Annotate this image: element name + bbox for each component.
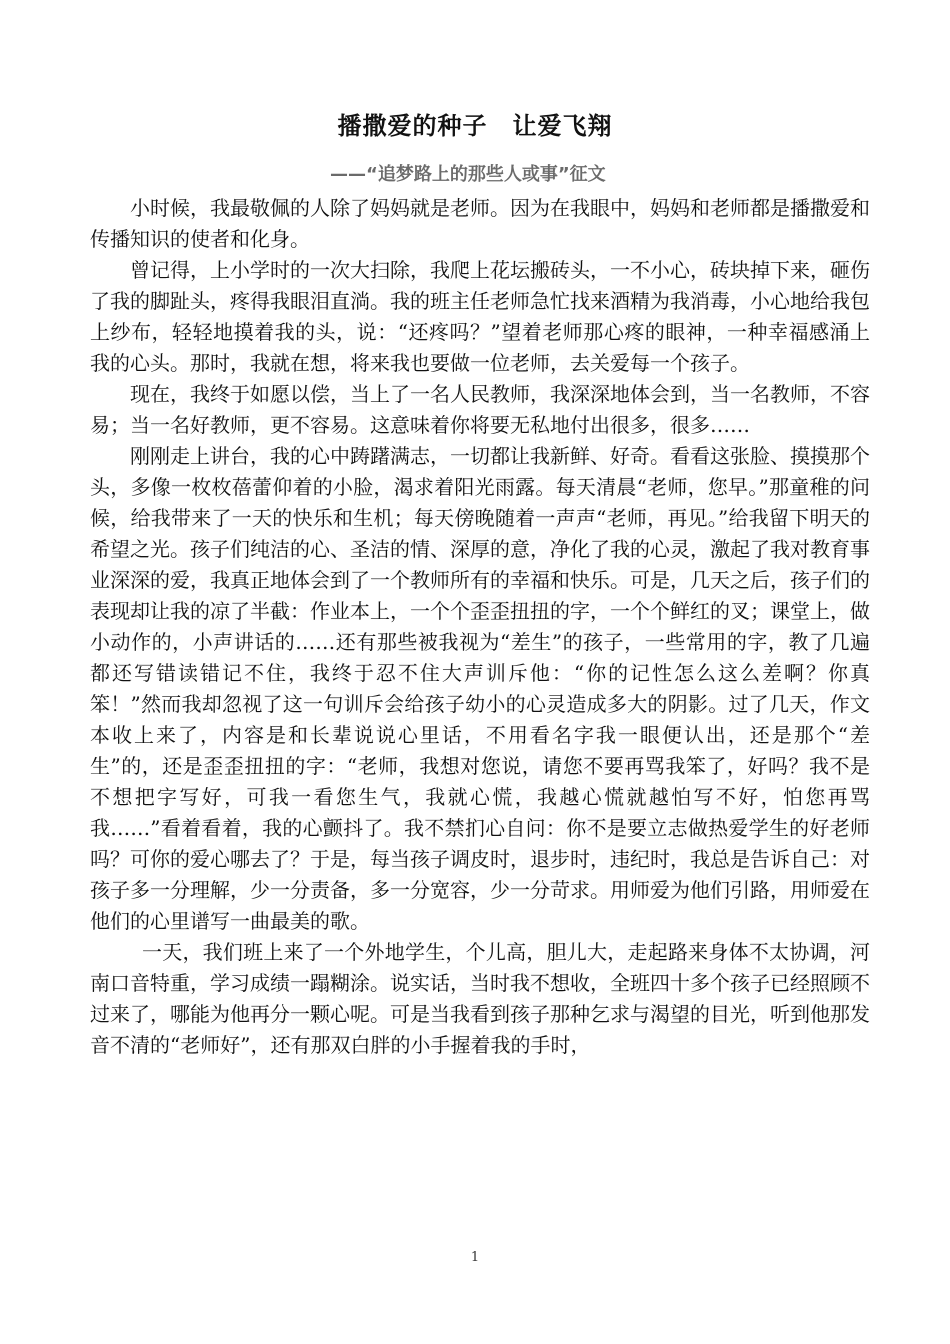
document-title: 播撒爱的种子 让爱飞翔 [337,112,613,140]
paragraph-first-days: 刚刚走上讲台，我的心中踌躇满志，一切都让我新鲜、好奇。看看这张脸、摸摸那个头，多像一枚枚蓓蕾仰着的小脸，渴求着阳光雨露。每天清晨“老师，您早。”那童稚的问候，给我带来了一天的快乐和生机；每天傍晚随着一声声“老师，再见。”给我留下明天的希望之光。孩子们纯洁的心、圣洁的情、深厚的意，净化了我的心灵，激起了我对教育事业深深的爱，我真正地体会到了一个教师所有的幸福和快乐。可是，几天之后，孩子们的表现却让我的凉了半截：作业本上，一个个歪歪扭扭的字，一个个鲜红的叉；课堂上，做小动作的，小声讲话的……还有那些被我视为“差生”的孩子，一些常用的字，教了几遍都还写错读错记不住，我终于忍不住大声训斥他：“你的记性怎么这么差啊？你真笨！”然而我却忽视了这一句训斥会给孩子幼小的心灵造成多大的阴影。过了几天，作文本收上来了，内容是和长辈说说心里话，不用看名字我一眼便认出，还是那个“差生”的，还是歪歪扭扭的字：“老师，我想对您说，请您不要再骂我笨了，好吗？我不是不想把字写好，可我一看您生气，我就心慌，我越心慌就越怕写不好，怕您再骂我……”看着看着，我的心颤抖了。我不禁扪心自问：你不是要立志做热爱学生的好老师吗？可你的爱心哪去了？于是，每当孩子调皮时，退步时，违纪时，我总是告诉自己：对孩子多一分理解，少一分责备，多一分宽容，少一分苛求。用师爱为他们引路，用师爱在他们的心里谱写一曲最美的歌。 [90,444,870,933]
page-number: 1 [470,1250,480,1265]
paragraph-now-teacher: 现在，我终于如愿以偿，当上了一名人民教师，我深深地体会到，当一名教师，不容易；当一名好教师，更不容易。这意味着你将要无私地付出很多，很多…… [90,382,870,437]
document-body [90,193,870,1061]
paragraph-childhood: 小时候，我最敬佩的人除了妈妈就是老师。因为在我眼中，妈妈和老师都是播撒爱和传播知识的使者和化身。 [90,196,870,251]
document-subtitle: ——“追梦路上的那些人或事”征文 [330,164,606,185]
paragraph-new-student: 一天，我们班上来了一个外地学生，个儿高，胆儿大，走起路来身体不太协调，河南口音特重，学习成绩一蹋糊涂。说实话，当时我不想收，全班四十多个孩子已经照顾不过来了，哪能为他再分一颗心呢。可是当我看到孩子那种乞求与渴望的目光，听到他那发音不清的“老师好”，还有那双白胖的小手握着我的手时， [90,940,870,1057]
paragraph-memory: 曾记得，上小学时的一次大扫除，我爬上花坛搬砖头，一不小心，砖块掉下来，砸伤了我的脚趾头，疼得我眼泪直淌。我的班主任老师急忙找来酒精为我消毒，小心地给我包上纱布，轻轻地摸着我的头，说：“还疼吗？”望着老师那心疼的眼神，一种幸福感涌上我的心头。那时，我就在想，将来我也要做一位老师，去关爱每一个孩子。 [90,258,870,375]
